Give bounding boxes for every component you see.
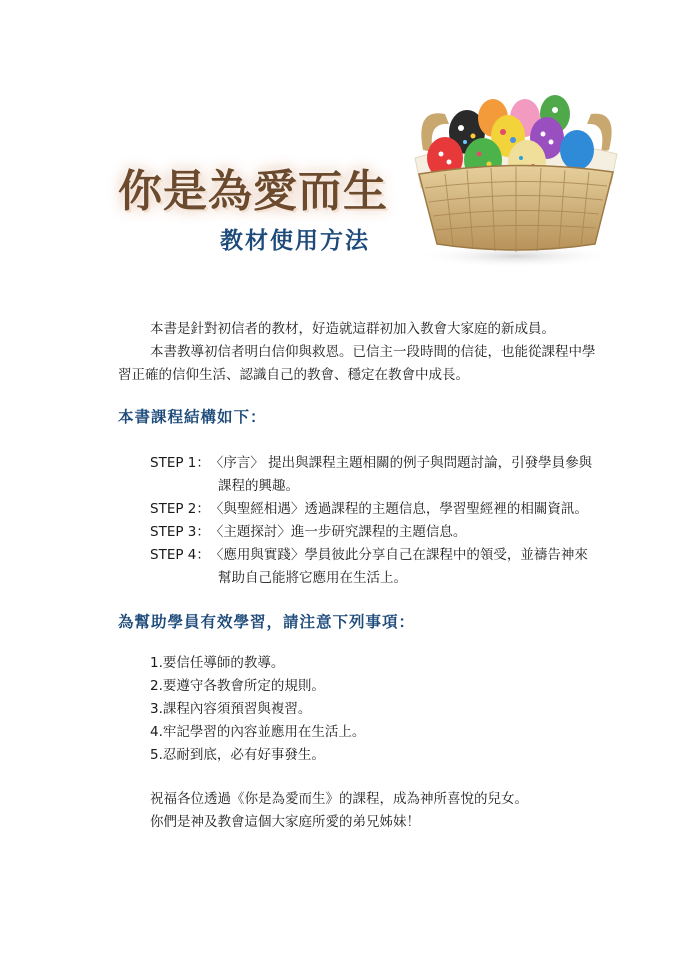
step-label: STEP 1： [150,455,210,471]
page-subtitle: 教材使用方法 [220,227,370,254]
intro-paragraph: 本書是針對初信者的教材，好造就這群初加入教會大家庭的新成員。 [150,321,555,337]
learning-tips-heading: 為幫助學員有效學習，請注意下列事項： [118,613,416,631]
list-item: 2.要遵守各教會所定的規則。 [150,678,325,694]
step-label: STEP 3： [150,524,210,540]
step-item [150,452,610,475]
list-item: 3.課程內容須預習與複習。 [150,701,312,717]
step-text: 〈與聖經相遇〉透過課程的主題信息，學習聖經裡的相關資訊。 [209,501,588,517]
step-item [150,521,610,544]
step-text: 〈應用與實踐〉學員彼此分享自己在課程中的領受，並禱告神來 [209,547,588,563]
step-text-continued: 課程的興趣。 [218,478,299,494]
learning-tips-list [150,652,365,767]
list-item: 4.牢記學習的內容並應用在生活上。 [150,724,366,740]
easter-egg-basket-image [405,88,627,268]
step-item [150,498,610,521]
step-text: 〈序言〉 提出與課程主題相關的例子與問題討論，引發學員參與 [209,455,593,471]
step-label: STEP 4： [150,547,210,563]
step-text-continued: 幫助自己能將它應用在生活上。 [218,570,407,586]
closing-line: 你們是神及教會這個大家庭所愛的弟兄姊妹！ [150,814,420,830]
page-title: 你是為愛而生 [118,166,388,217]
closing-line: 祝福各位透過《你是為愛而生》的課程，成為神所喜悅的兒女。 [150,791,528,807]
course-steps-list [150,452,610,590]
intro-paragraph: 本書教導初信者明白信仰與救恩。已信主一段時間的信徒，也能從課程中學習正確的信仰生活、認識自己的教會、穩定在教會中成長。 [118,344,596,383]
step-label: STEP 2： [150,501,210,517]
list-item: 1.要信任導師的教導。 [150,655,285,671]
step-item [150,544,610,567]
list-item: 5.忍耐到底，必有好事發生。 [150,747,325,763]
course-structure-heading: 本書課程結構如下： [118,408,267,426]
step-text: 〈主題探討〉進一步研究課程的主題信息。 [209,524,467,540]
intro-paragraphs [118,318,608,387]
closing-blessing [150,788,528,834]
